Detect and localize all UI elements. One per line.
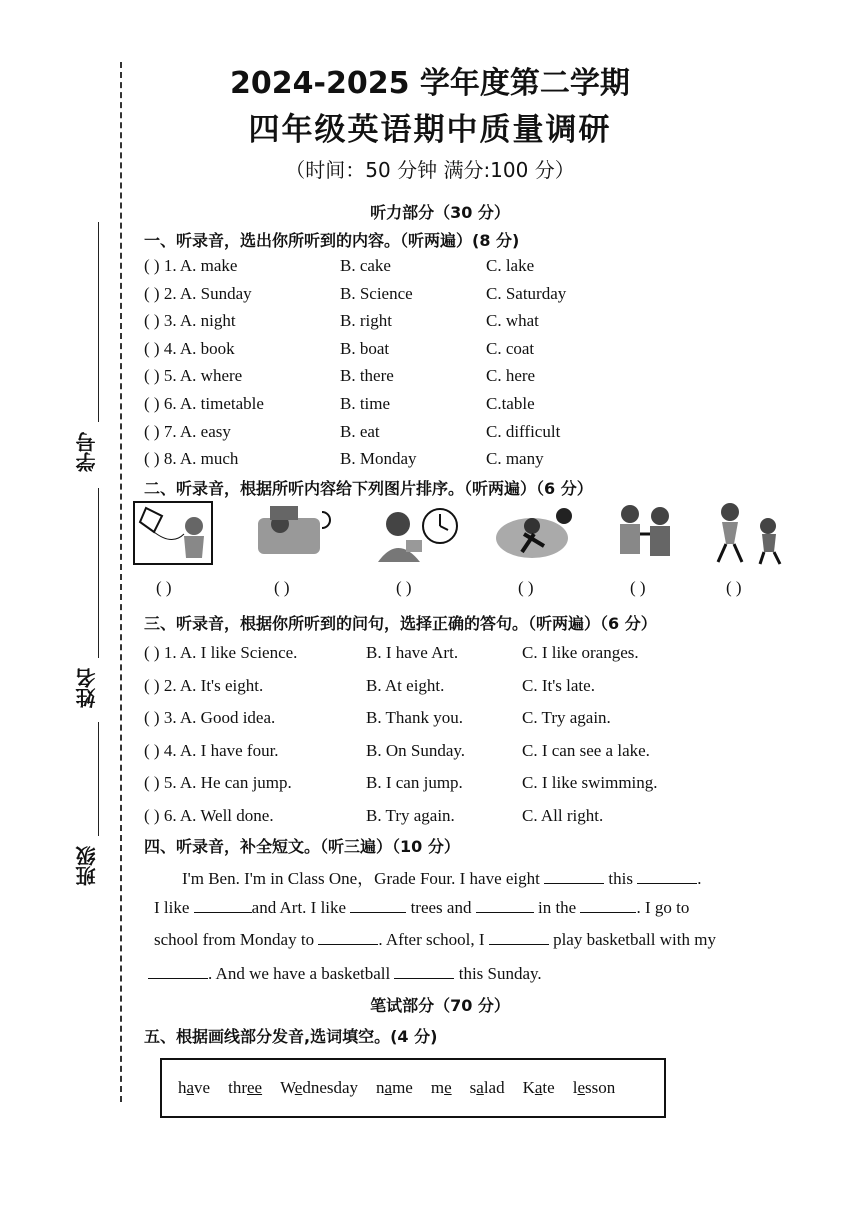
- passage-text: trees and: [410, 898, 472, 917]
- word-part: K: [522, 1078, 535, 1097]
- question-option-a[interactable]: ( ) 7. A. easy: [144, 421, 231, 441]
- question-option-b: B. cake: [340, 256, 391, 275]
- question-option-b: B. Science: [340, 283, 413, 303]
- passage-text: school from Monday to: [154, 930, 315, 949]
- answer-option-b: B. Thank you.: [366, 708, 463, 727]
- word-part: h: [178, 1078, 187, 1097]
- word-part: l: [572, 1078, 578, 1097]
- word-bank-box: [160, 1058, 666, 1118]
- passage-text: .: [697, 869, 702, 888]
- question-option-a[interactable]: ( ) 8. A. much: [144, 449, 239, 469]
- word-bank-item: [523, 1078, 555, 1098]
- word-part: te: [542, 1078, 555, 1097]
- student-name-field[interactable]: [98, 488, 99, 658]
- picture-order-blank[interactable]: ( ): [726, 578, 742, 597]
- passage-text: . After school, I: [378, 930, 485, 949]
- exam-meta: （时间：50 分钟 满分:100 分）: [285, 158, 575, 182]
- answer-option-a[interactable]: ( ) 1. A. I like Science.: [144, 643, 298, 662]
- question-option-c: C.table: [486, 394, 535, 413]
- answer-blank[interactable]: [394, 964, 454, 979]
- part3-heading: 三、听录音，根据你所听到的问句，选择正确的答句。（听两遍）（6 分）: [144, 614, 657, 633]
- question-option-a[interactable]: ( ) 3. A. night: [144, 311, 236, 331]
- answer-option-a[interactable]: ( ) 4. A. I have four.: [144, 740, 279, 760]
- children-game-icon: [606, 500, 688, 571]
- passage-text: and Art. I like: [251, 898, 347, 917]
- part5-heading: 五、根据画线部分发音,选词填空。(4 分): [144, 1027, 438, 1046]
- passage-line-2: [154, 898, 689, 918]
- question-option-c: C. coat: [486, 338, 535, 358]
- answer-blank[interactable]: [580, 898, 636, 913]
- question-option-c: C. difficult: [486, 421, 561, 441]
- word-part: lad: [483, 1078, 505, 1097]
- answer-option-c: C. I like oranges.: [522, 643, 639, 662]
- answer-option-a[interactable]: ( ) 6. A. Well done.: [144, 805, 274, 825]
- question-option-a[interactable]: ( ) 4. A. book: [144, 338, 235, 358]
- word-part: me: [392, 1078, 413, 1097]
- passage-text: I'm Ben. I'm in Class One，Grade Four. I have eight: [182, 869, 540, 888]
- underlined-letters: a: [384, 1078, 393, 1097]
- passage-text: in the: [537, 898, 577, 917]
- passage-text: this: [608, 869, 633, 888]
- word-part: thr: [228, 1078, 247, 1097]
- kite-drawing-icon: [132, 500, 214, 571]
- picture-order-blank[interactable]: ( ): [630, 578, 646, 597]
- underlined-letters: e: [577, 1078, 585, 1097]
- part2-heading: 二、听录音，根据所听内容给下列图片排序。（听两遍）（6 分）: [144, 479, 593, 498]
- word-part: dnesday: [302, 1078, 359, 1097]
- picture-order-blank[interactable]: ( ): [274, 578, 290, 597]
- passage-line-4: [148, 964, 542, 984]
- passage-text: I like: [154, 898, 190, 917]
- answer-blank[interactable]: [637, 869, 697, 884]
- student-number-field[interactable]: [98, 222, 99, 422]
- picture-order-blank[interactable]: ( ): [396, 578, 412, 597]
- question-option-a[interactable]: ( ) 6. A. timetable: [144, 394, 264, 413]
- answer-option-c: C. All right.: [522, 805, 604, 825]
- clock-reader-icon: [372, 500, 462, 571]
- question-option-a[interactable]: ( ) 5. A. where: [144, 366, 243, 386]
- class-label: 班级: [75, 846, 99, 886]
- question-option-b: B. boat: [340, 338, 390, 358]
- word-part: ve: [194, 1078, 211, 1097]
- passage-text: this Sunday.: [458, 964, 542, 983]
- question-option-b: B. time: [340, 394, 391, 413]
- passage-line-1: [182, 864, 701, 889]
- answer-option-b: B. I have Art.: [366, 643, 459, 662]
- answer-option-a[interactable]: ( ) 5. A. He can jump.: [144, 773, 292, 792]
- answer-option-b: B. At eight.: [366, 675, 445, 695]
- listening-heading: 听力部分（30 分）: [370, 203, 510, 222]
- underlined-letters: a: [186, 1078, 195, 1097]
- answer-option-c: C. Try again.: [522, 708, 611, 727]
- answer-blank[interactable]: [476, 898, 534, 913]
- passage-text: . I go to: [636, 898, 690, 917]
- answer-option-b: B. On Sunday.: [366, 740, 466, 760]
- class-field[interactable]: [98, 722, 99, 836]
- question-option-c: C. here: [486, 366, 536, 386]
- passage-text: play basketball with my: [553, 930, 716, 949]
- football-kick-icon: [494, 500, 576, 571]
- exam-title: 四年级英语期中质量调研: [248, 112, 612, 148]
- answer-option-c: C. It's late.: [522, 675, 595, 695]
- word-bank-item: [178, 1078, 210, 1098]
- question-option-b: B. eat: [340, 421, 380, 441]
- question-option-a[interactable]: ( ) 1. A. make: [144, 256, 238, 275]
- answer-blank[interactable]: [148, 964, 208, 979]
- answer-blank[interactable]: [544, 869, 604, 884]
- question-option-b: B. there: [340, 366, 394, 386]
- part4-heading: 四、听录音，补全短文。（听三遍）（10 分）: [144, 837, 460, 856]
- picture-order-blank[interactable]: ( ): [518, 578, 534, 597]
- student-name-label: 姓名: [75, 668, 99, 708]
- word-part: W: [280, 1078, 295, 1097]
- word-part: m: [430, 1078, 445, 1097]
- question-option-c: C. Saturday: [486, 283, 567, 303]
- word-bank-item: [280, 1078, 358, 1098]
- word-bank-item: [470, 1078, 505, 1098]
- answer-blank[interactable]: [350, 898, 406, 913]
- question-option-c: C. many: [486, 449, 544, 469]
- word-bank-item: [431, 1078, 452, 1098]
- question-option-a[interactable]: ( ) 2. A. Sunday: [144, 283, 252, 303]
- underlined-letters: e: [294, 1078, 303, 1097]
- student-number-label: 学号: [75, 432, 99, 472]
- part1-heading: 一、听录音，选出你所听到的内容。（听两遍）(8 分): [144, 231, 520, 250]
- underlined-letters: ee: [246, 1078, 263, 1097]
- passage-line-3: [154, 930, 716, 950]
- answer-blank[interactable]: [194, 898, 252, 913]
- word-part: n: [376, 1078, 385, 1097]
- word-bank-item: [228, 1078, 262, 1098]
- answer-blank[interactable]: [318, 930, 378, 945]
- answer-option-b: B. Try again.: [366, 805, 455, 825]
- word-part: sson: [584, 1078, 616, 1097]
- question-option-c: C. lake: [486, 256, 535, 275]
- answer-option-c: C. I can see a lake.: [522, 740, 650, 760]
- word-part: s: [469, 1078, 477, 1097]
- question-option-b: B. Monday: [340, 449, 417, 469]
- answer-option-a[interactable]: ( ) 2. A. It's eight.: [144, 675, 264, 695]
- question-option-b: B. right: [340, 311, 392, 331]
- answer-blank[interactable]: [489, 930, 549, 945]
- exam-year-title: 2024-2025 学年度第二学期: [230, 66, 630, 101]
- underlined-letters: a: [476, 1078, 484, 1097]
- written-heading: 笔试部分（70 分）: [370, 996, 510, 1015]
- answer-option-a[interactable]: ( ) 3. A. Good idea.: [144, 708, 276, 727]
- passage-text: . And we have a basketball: [208, 964, 391, 983]
- underlined-letters: a: [534, 1078, 543, 1097]
- underlined-letters: e: [444, 1078, 452, 1097]
- friends-walking-icon: [702, 500, 792, 571]
- sleeping-boy-icon: [250, 500, 332, 571]
- word-bank-item: [376, 1078, 413, 1098]
- word-bank-item: [573, 1078, 616, 1098]
- picture-order-blank[interactable]: ( ): [156, 578, 172, 597]
- answer-option-b: B. I can jump.: [366, 773, 463, 792]
- question-option-c: C. what: [486, 311, 539, 331]
- word-bank: [178, 1078, 615, 1098]
- answer-option-c: C. I like swimming.: [522, 773, 658, 792]
